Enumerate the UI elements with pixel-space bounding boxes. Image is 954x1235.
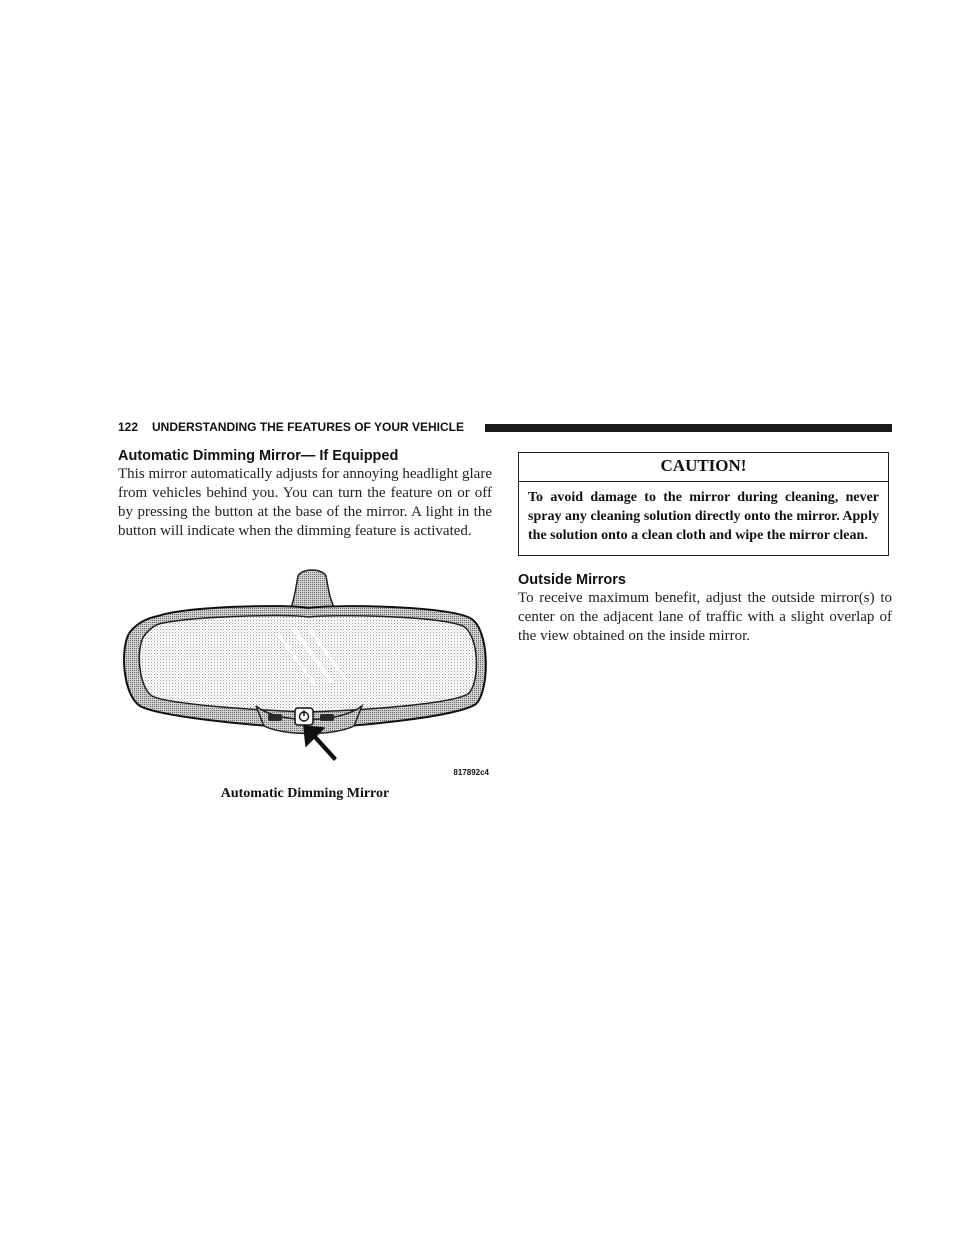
right-column <box>518 452 892 646</box>
dimming-mirror-heading: Automatic Dimming Mirror— If Equipped <box>118 448 399 464</box>
figure-code: 817892c4 <box>453 768 489 777</box>
sensor-left <box>268 714 282 721</box>
dimming-mirror-text: This mirror automatically adjusts for annoying headlight glare from vehicles behind you. You can turn the feature on or off by pressing the button at the base of the mirror. A light in the button will indicate when the dimming feature is activated. <box>118 466 492 539</box>
page-number: 122 <box>118 420 139 434</box>
figure-caption: Automatic Dimming Mirror <box>220 786 390 801</box>
caution-box <box>518 452 889 556</box>
outside-mirrors-text: To receive maximum benefit, adjust the outside mirror(s) to center on the adjacent lane of traffic with a slight overlap of the view obtained on the inside mirror. <box>518 590 892 644</box>
sensor-right <box>320 714 334 721</box>
header-rule <box>485 424 892 432</box>
dimming-button <box>295 708 313 725</box>
rearview-mirror-illustration <box>118 566 492 781</box>
mirror-glass <box>139 616 476 712</box>
left-column <box>118 448 492 541</box>
page-header <box>118 419 892 437</box>
mirror-figure <box>118 566 492 806</box>
caution-title: CAUTION! <box>519 453 888 482</box>
outside-mirrors-section <box>518 572 892 646</box>
outside-mirrors-heading: Outside Mirrors <box>518 572 626 588</box>
caution-text: To avoid damage to the mirror during cleaning, never spray any cleaning solution directly onto the mirror. Apply the solution onto a clean cloth and wipe the mirror clean. <box>528 490 879 543</box>
section-title: UNDERSTANDING THE FEATURES OF YOUR VEHICLE <box>152 420 465 434</box>
